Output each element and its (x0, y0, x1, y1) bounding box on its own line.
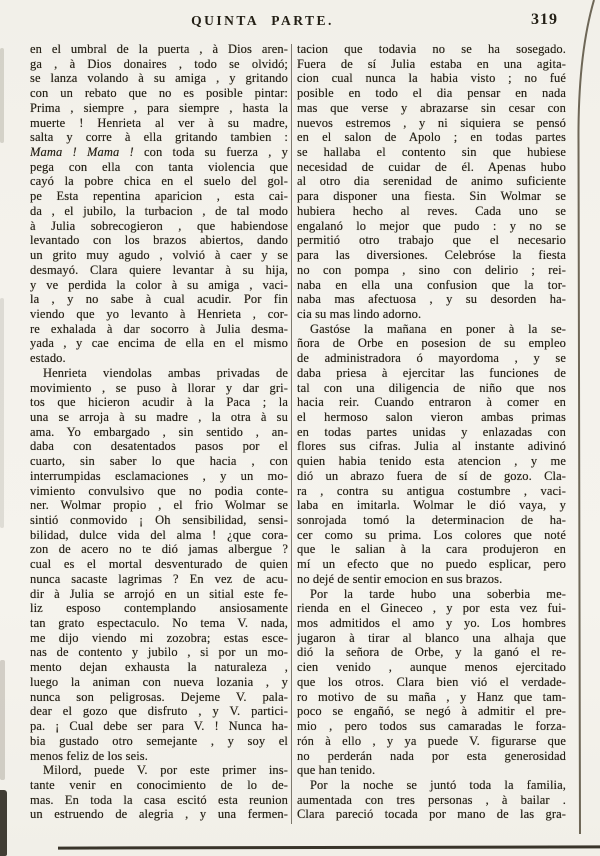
scan-smudge (0, 48, 4, 143)
text-line: ñora de Orbe en posesion de su empleo (297, 336, 566, 351)
text-line: tos que hicieron acudir à la Paca ; la (30, 395, 288, 410)
text-line: que han tenido. (297, 763, 376, 778)
text-line: sonrojada tomó la determinacion de ha- (297, 513, 566, 527)
text-line: luego la animan con nueva lozania , y (30, 674, 288, 689)
text-line: viendo que yo levanto à Henrieta , cor- (30, 306, 288, 321)
text-line: aumentada con tres personas , à bailar . (297, 792, 566, 807)
text-line: nunca sacaste lagrimas ? En vez de acu- (30, 571, 288, 586)
text-line: movimiento , se puso à llorar y dar gri- (30, 380, 288, 395)
text-line: un estruendo de alegria , y una fermen- (30, 807, 288, 822)
text-line: daba priesa à ejercitar las funciones de (297, 365, 566, 380)
text-line: sintió conmovido ¡ Oh sensibilidad, sensi- (30, 513, 288, 527)
text-line: naba en ella una confusion que la tor- (297, 277, 566, 292)
text-line: Fuera de sí Julia estaba en una agita- (297, 56, 566, 71)
scan-corner-shadow (0, 790, 7, 856)
text-line: se hallaba el contento sin que hubiese (297, 145, 566, 160)
text-line: cion cual nunca la habia visto ; no fué (297, 71, 566, 86)
text-line: daba con desatentados pasos por el (30, 439, 288, 454)
text-line: cuarto, sin saber lo que hacia , con (30, 454, 288, 469)
text-line: Mama ! Mama ! con toda su fuerza , y (30, 145, 288, 160)
text-line: ama. Yo embargado , sin sentido , an- (30, 424, 288, 439)
bottom-edge-rule (58, 845, 600, 849)
text-line: re exhalada à dar socorro à Julia desma- (30, 321, 288, 336)
text-line: cien venido , aunque menos ejercitado (297, 660, 566, 675)
text-line: ro motivo de su maña , y Hanz que tam- (297, 689, 566, 704)
text-line: necesidad de cuidar de él. Apenas hubo (297, 159, 566, 174)
text-line: me dijo viendo mi zozobra; estas esce- (30, 630, 288, 645)
text-line: en el umbral de la puerta , à Dios aren- (30, 42, 288, 56)
text-line: rienda en el Gineceo , y por esta vez fui- (297, 601, 566, 616)
text-line: menos feliz de los seis. (30, 748, 149, 763)
text-line: muerte ! Henrieta al ver à su madre, (30, 115, 288, 130)
text-line: mos admitidos el amo y yo. Los hombres (297, 616, 566, 631)
text-line: Clara pareció tocada por mano de las gra- (297, 807, 566, 822)
text-line: tacion que todavia no se ha sosegado. (297, 42, 566, 56)
text-line: Por la tarde hubo una soberbia me- (310, 586, 566, 601)
text-line: Por la noche se juntó toda la familia, (310, 777, 566, 792)
text-line: en todas partes unidas y enlazadas con (297, 424, 566, 439)
text-line: naba mas afectuosa , y su desorden ha- (297, 292, 566, 307)
text-line: pe Esta repentina aparicion , esta cai- (30, 189, 288, 204)
text-line: interrumpidas esclamaciones , y un mo- (30, 468, 288, 483)
text-line: levantado con los brazos abiertos, dando (30, 233, 288, 248)
text-line: cual es el mortal desventurado de quien (30, 557, 288, 572)
text-line: una se arroja à su madre , la otra à su (30, 409, 288, 424)
text-line: cayó la pobre chica en el suelo del gol- (30, 174, 288, 189)
text-line: dir à Julia se arrojó en un sitial este fe- (30, 586, 288, 601)
text-line: tante venir en conocimiento de lo de- (30, 777, 288, 792)
text-line: pega con ella con tanta violencia que (30, 159, 288, 174)
text-line: que los otros. Clara bien vió el verdade- (297, 674, 566, 689)
text-line: la , y no sabe à cual acudir. Por fin (30, 292, 288, 307)
text-line: ga , à Dios donaires , todo se olvidó; (30, 56, 288, 71)
text-line: desmayó. Clara quiere levantar à su hija, (30, 262, 288, 277)
text-line: bilidad, dulce vida del alma ! ¿que cora- (30, 527, 288, 542)
text-line: Gastóse la mañana en poner à la se- (310, 321, 566, 336)
column-divider-rule (291, 44, 292, 824)
text-line: da , el jubilo, la turbacion , de tal modo (30, 203, 288, 218)
text-line: nunca son peligrosas. Dejeme V. pala- (30, 689, 288, 704)
text-line: y ve perdida la color à su amiga , vaci- (30, 277, 288, 292)
text-line: con un rebato que no es posible pintar: (30, 86, 288, 101)
text-line: hacia reir. Cuando entraron à comer en (297, 395, 566, 410)
text-line: para disponer una fiesta. Sin Wolmar se (297, 189, 566, 204)
text-line: poco se engañó, se negó à admitir el pre- (297, 704, 566, 719)
text-line: hubiera hecho al reves. Cada uno se (297, 203, 566, 218)
text-line: no dejé de sentir emocion en sus brazos. (297, 571, 503, 586)
text-line: liz esposo contemplando ansiosamente (30, 601, 288, 616)
text-line: posible en todo el dia pensar en nada (297, 86, 566, 101)
text-line: que le salian à la cara produjeron en (297, 542, 566, 557)
text-line: nuevos estremos , y ni siquiera se pensó (297, 115, 566, 130)
text-line: mento dejan exhausta la naturaleza , (30, 660, 288, 675)
text-line: el hermoso salon vieron ambas primas (297, 409, 566, 424)
scan-smudge (0, 298, 4, 528)
column-right (297, 42, 566, 822)
text-line: vimiento convulsivo que no podia conte- (30, 483, 288, 498)
text-line: à Julia sobrecogieron , que habiendose (30, 218, 288, 233)
scan-smudge (0, 660, 5, 780)
text-line: Prima , siempre , para siempre , hasta la (30, 100, 288, 115)
text-line: permitió otro trabajo que el necesario (297, 233, 566, 248)
text-line: cia su mas lindo adorno. (297, 306, 422, 321)
text-line: cer como su prima. Los colores que noté (297, 527, 566, 542)
text-line: quien habia tenido esta atencion , y me (297, 454, 566, 469)
text-line: Milord, puede V. por este primer ins- (43, 763, 288, 778)
text-line: un grito muy agudo , volvió à caer y se (30, 248, 288, 263)
text-line: engalanó lo mejor que pudo : y no se (297, 218, 566, 233)
text-line: ra , contra su antigua costumbre , vaci- (297, 483, 566, 498)
text-line: dear el gozo que disfruto , y V. partici- (30, 704, 288, 719)
text-line: no perderán nada por esta generosidad (297, 748, 566, 763)
text-line: laba en imitarla. Wolmar le dió vaya, y (297, 498, 566, 513)
text-line: no con pompa , sino con delirio ; rei- (297, 262, 566, 277)
text-line: salta y corre à ella gritando tambien : (30, 130, 288, 145)
text-line: mas. En toda la casa escitó esta reunion (30, 792, 288, 807)
text-line: bia gustado otro semejante , y soy el (30, 733, 288, 748)
running-header (0, 13, 600, 35)
text-line: al otro dia serenidad de animo suficiente (297, 174, 566, 189)
header-title: QUINTA PARTE. (191, 13, 334, 28)
text-line: se lanza volando à su amiga , y gritando (30, 71, 288, 86)
column-left (30, 42, 288, 822)
text-line: mas que verse y abrazarse sin cesar con (297, 100, 566, 115)
text-line: flores sus cifras. Julia al instante adivinó (297, 439, 566, 454)
text-line: tan grato espectaculo. No tema V. nada, (30, 616, 288, 631)
text-line: dió la señora de Orbe, y la ganó el re- (297, 645, 566, 660)
page-number: 319 (531, 11, 558, 28)
text-line: nas de contento y jubilo , si por un mo- (30, 645, 288, 660)
text-line: mí un efecto que no puedo esplicar, pero (297, 557, 566, 572)
text-line: para las diversiones. Celebróse la fiesta (297, 248, 566, 263)
text-line: yada , y cae encima de ella en el mismo (30, 336, 288, 351)
text-line: jugaron à tirar al blanco una alhaja que (297, 630, 566, 645)
text-line: en el salon de Apolo ; en todas partes (297, 130, 566, 145)
text-line: mio , pero todos sus camaradas le forza- (297, 719, 566, 734)
text-line: de administradora ó mayordoma , y se (297, 351, 566, 366)
text-line: ner. Wolmar propio , el frio Wolmar se (30, 498, 288, 513)
text-line: estado. (30, 351, 66, 366)
text-line: Henrieta viendolas ambas privadas de (43, 365, 288, 380)
text-line: zon de acero no te dió jamas albergue ? (30, 542, 288, 557)
text-line: rón à ello , y ya puede V. figurarse que (297, 733, 566, 748)
text-line: pa. ¡ Cual debe ser para V. ! Nunca ha- (30, 719, 288, 734)
text-line: tal con una diligencia de niño que nos (297, 380, 566, 395)
text-line: dió un abrazo fuera de sí de gozo. Cla- (297, 468, 566, 483)
